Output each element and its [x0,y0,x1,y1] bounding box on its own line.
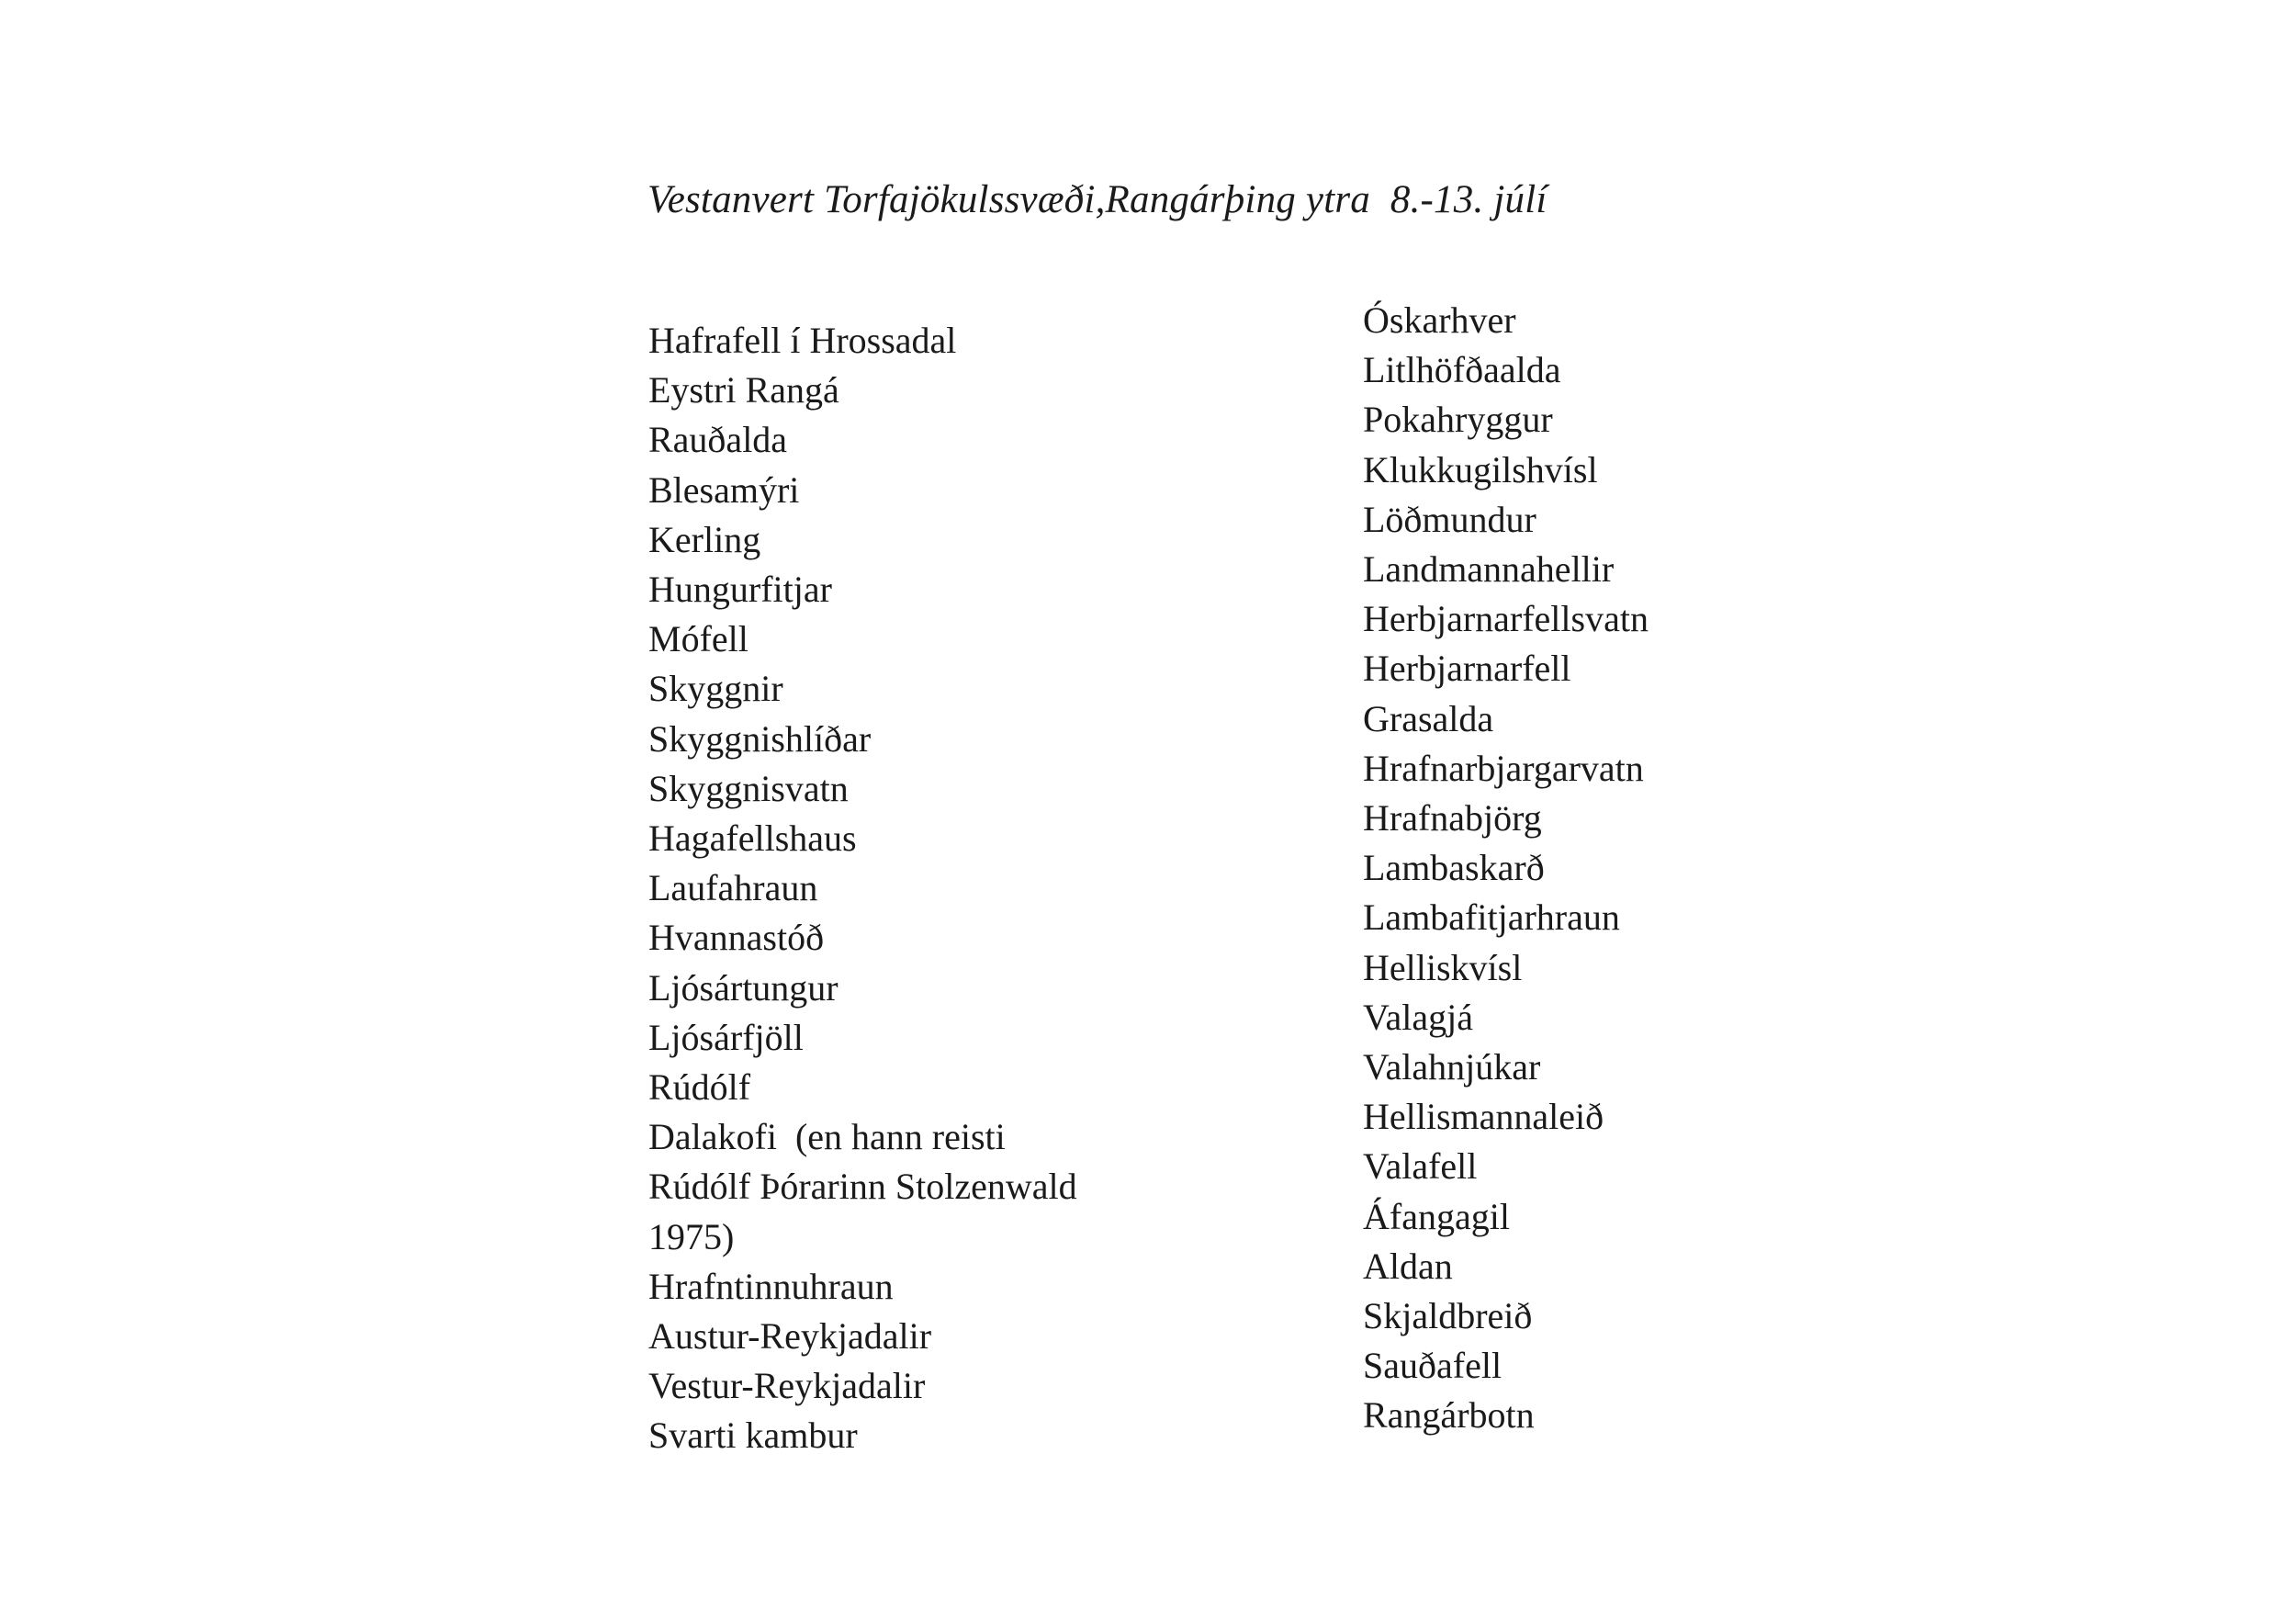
list-item: Herbjarnarfell [1363,648,1571,690]
list-item: Valahnjúkar [1363,1046,1541,1088]
list-item: Löðmundur [1363,498,1536,540]
list-item: Rúdólf [648,1066,751,1109]
list-item: Grasalda [1363,697,1494,739]
list-item: Rauðalda [648,419,788,461]
list-item: 1975) [648,1215,735,1257]
list-item: Hrafnarbjargarvatn [1363,747,1644,789]
list-item: Dalakofi (en hann reisti [648,1116,1006,1158]
place-list-left [648,316,1077,1461]
list-item: Lambaskarð [1363,847,1545,889]
list-item: Hungurfitjar [648,569,832,611]
list-item: Hagafellshaus [648,817,857,860]
list-item: Rúdólf Þórarinn Stolzenwald [648,1166,1077,1208]
list-item: Skjaldbreið [1363,1295,1533,1337]
list-item: Svarti kambur [648,1414,858,1457]
list-item: Hafrafell í Hrossadal [648,320,957,361]
list-item: Mófell [648,618,748,660]
list-item: Skyggnishlíðar [648,717,872,760]
place-list-right [1363,296,1649,1441]
list-item: Ljósárfjöll [648,1016,804,1058]
list-item: Landmannahellir [1363,548,1615,591]
list-item: Blesamýri [648,468,800,511]
list-item: Litlhöfðaalda [1363,349,1561,391]
list-item: Ljósártungur [648,966,838,1009]
list-item: Rangárbotn [1363,1394,1535,1437]
list-item: Vestur-Reykjadalir [648,1365,926,1407]
list-item: Pokahryggur [1363,399,1553,441]
list-item: Sauðafell [1363,1345,1503,1387]
list-item: Skyggnisvatn [648,767,849,809]
list-item: Laufahraun [648,867,818,909]
list-item: Klukkugilshvísl [1363,448,1598,490]
page-title: Vestanvert Torfajökulssvæði,Rangárþing ytra 8.-13. júlí [647,178,1548,221]
list-item: Hvannastóð [648,917,825,959]
list-item: Aldan [1363,1245,1453,1287]
list-item: Lambafitjarhraun [1363,896,1620,939]
list-item: Eystri Rangá [648,369,839,411]
list-item: Hellismannaleið [1363,1096,1604,1138]
list-item: Valafell [1363,1145,1478,1188]
list-item: Helliskvísl [1363,946,1523,988]
list-item: Austur-Reykjadalir [648,1315,932,1358]
list-item: Skyggnir [648,668,783,710]
list-item: Áfangagil [1363,1195,1510,1237]
list-item: Herbjarnarfellsvatn [1363,598,1649,640]
list-item: Kerling [648,518,761,560]
list-item: Hrafnabjörg [1363,797,1542,840]
list-item: Óskarhver [1363,299,1516,341]
list-item: Valagjá [1363,996,1473,1038]
list-item: Hrafntinnuhraun [648,1265,894,1307]
